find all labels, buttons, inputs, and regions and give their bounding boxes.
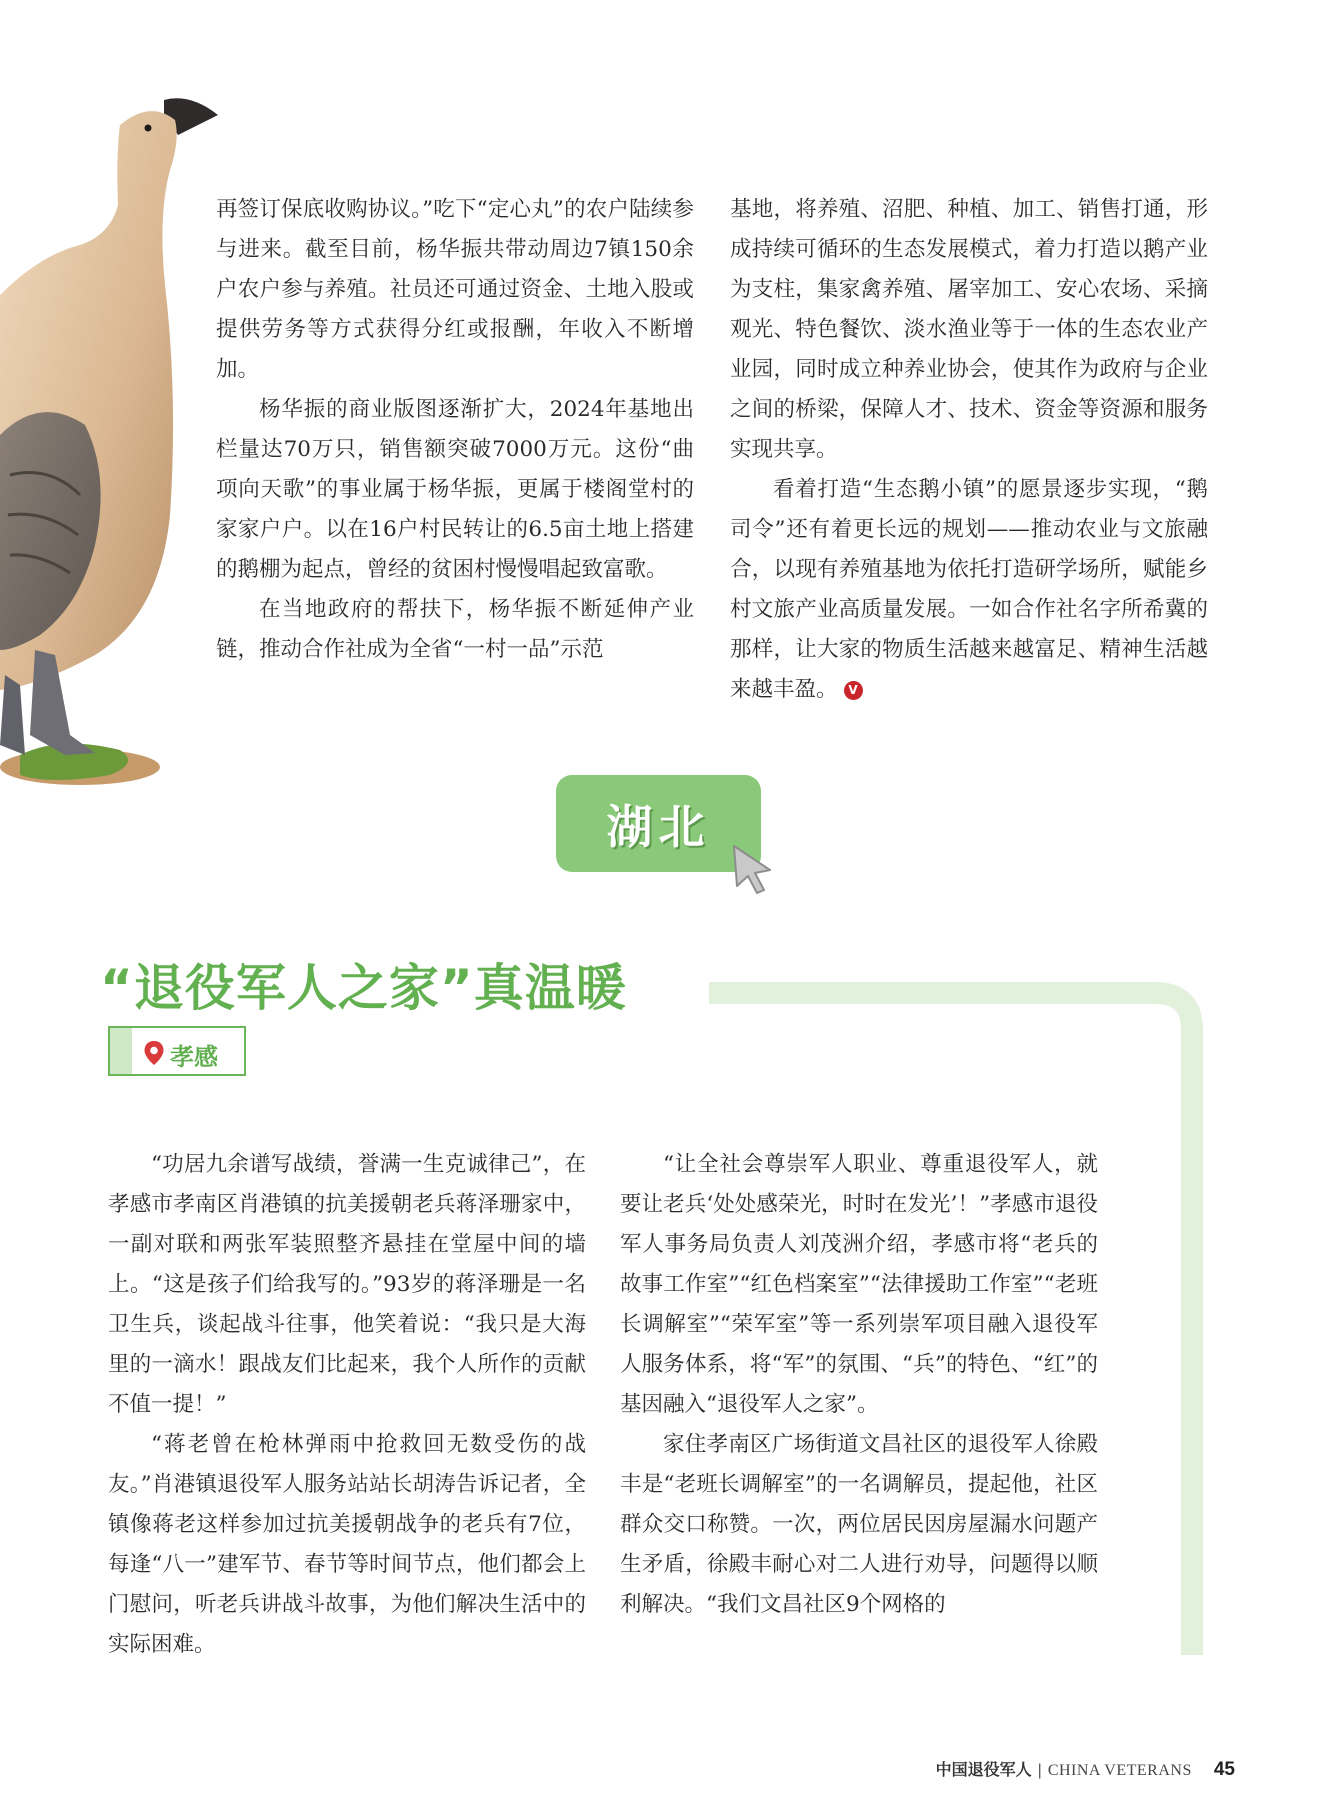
footer-separator: | <box>1037 1762 1042 1779</box>
page-number: 45 <box>1213 1759 1235 1780</box>
paragraph-final <box>730 470 1208 710</box>
location-tag-accent <box>110 1028 132 1074</box>
paragraph: “让全社会尊崇军人职业、尊重退役军人，就要让老兵‘处处感荣光，时时在发光’！”孝感市退役军人事务局负责人刘茂洲介绍，孝感市将“老兵的故事工作室”“红色档案室”“法律援助工作室”“老班长调解室”“荣军室”等一系列崇军项目融入退役军人服务体系，将“军”的氛围、“兵”的特色、“红”的基因融入“退役军人之家”。 <box>620 1152 1098 1417</box>
paragraph-text: 看着打造“生态鹅小镇”的愿景逐步实现，“鹅司令”还有着更长远的规划——推动农业与文旅融合，以现有养殖基地为依托打造研学场所，赋能乡村文旅产业高质量发展。一如合作社名字所希冀的那样，让大家的物质生活越来越富足、精神生活越来越丰盈。 <box>730 477 1208 702</box>
location-tag <box>108 1026 246 1076</box>
paragraph: 基地，将养殖、沼肥、种植、加工、销售打通，形成持续可循环的生态发展模式，着力打造以鹅产业为支柱，集家禽养殖、屠宰加工、安心农场、采摘观光、特色餐饮、淡水渔业等于一体的生态农业产业园，同时成立种养业协会，使其作为政府与企业之间的桥梁，保障人才、技术、资金等资源和服务实现共享。 <box>730 197 1208 462</box>
paragraph: 再签订保底收购协议。”吃下“定心丸”的农户陆续参与进来。截至目前，杨华振共带动周边7镇150余户农户参与养殖。社员还可通过资金、土地入股或提供劳务等方式获得分红或报酬，年收入不断增加。 <box>216 197 694 382</box>
location-label: 孝感 <box>170 1043 218 1071</box>
article-bottom-left-column <box>108 1145 586 1665</box>
article-title: “退役军人之家”真温暖 <box>100 959 627 1017</box>
end-mark-icon: V <box>844 681 863 700</box>
paragraph: 在当地政府的帮扶下，杨华振不断延伸产业链，推动合作社成为全省“一村一品”示范 <box>216 597 694 662</box>
page-footer <box>936 1757 1235 1781</box>
article-top-left-column <box>216 190 694 670</box>
location-pin-icon <box>143 1040 165 1066</box>
paragraph: “蒋老曾在枪林弹雨中抢救回无数受伤的战友。”肖港镇退役军人服务站站长胡涛告诉记者，全镇像蒋老这样参加过抗美援朝战争的老兵有7位，每逢“八一”建军节、春节等时间节点，他们都会上门慰问，听老兵讲战斗故事，为他们解决生活中的实际困难。 <box>108 1432 586 1657</box>
goose-illustration <box>0 95 230 795</box>
magazine-name-cn: 中国退役军人 <box>935 1762 1032 1779</box>
region-badge: 湖北 <box>556 775 761 872</box>
paragraph: “功居九余谱写战绩，誉满一生克诚律己”，在孝感市孝南区肖港镇的抗美援朝老兵蒋泽珊家中，一副对联和两张军装照整齐悬挂在堂屋中间的墙上。“这是孩子们给我写的。”93岁的蒋泽珊是一名卫生兵，谈起战斗往事，他笑着说：“我只是大海里的一滴水！跟战友们比起来，我个人所作的贡献不值一提！” <box>108 1152 586 1417</box>
magazine-name-en: CHINA VETERANS <box>1047 1762 1192 1779</box>
paragraph: 家住孝南区广场街道文昌社区的退役军人徐殿丰是“老班长调解室”的一名调解员，提起他，社区群众交口称赞。一次，两位居民因房屋漏水问题产生矛盾，徐殿丰耐心对二人进行劝导，问题得以顺利解决。“我们文昌社区9个网格的 <box>620 1432 1098 1617</box>
article-top-right-column <box>730 190 1208 710</box>
paragraph: 杨华振的商业版图逐渐扩大，2024年基地出栏量达70万只，销售额突破7000万元。这份“曲项向天歌”的事业属于杨华振，更属于楼阁堂村的家家户户。以在16户村民转让的6.5亩土地上搭建的鹅棚为起点，曾经的贫困村慢慢唱起致富歌。 <box>216 397 694 582</box>
cursor-icon <box>728 840 778 895</box>
article-bottom-right-column <box>620 1145 1098 1625</box>
